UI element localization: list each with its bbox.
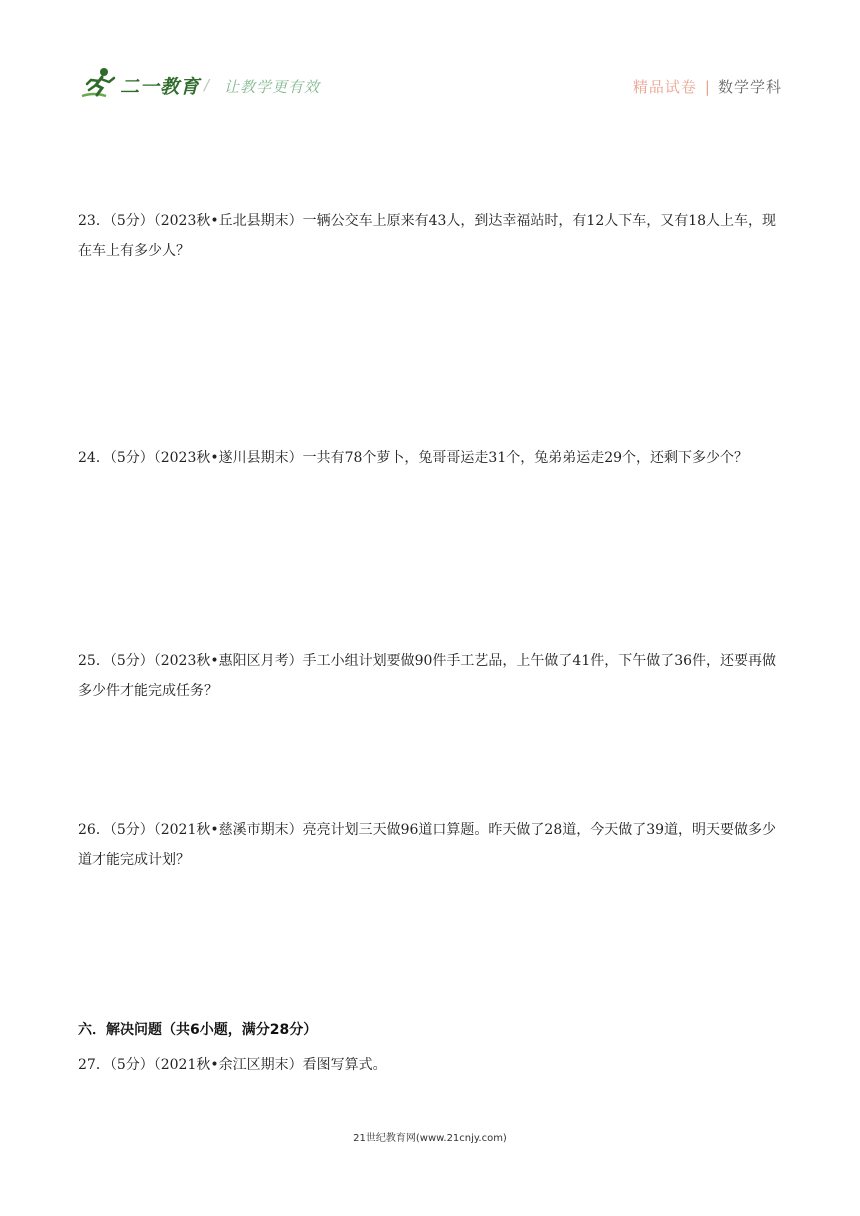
tag-subject: 数学学科 [717, 78, 782, 96]
question-25: 25．（5分）（2023秋•惠阳区月考）手工小组计划要做90件手工艺品，上午做了41件，下午做了36件，还要再做多少件才能完成任务？ [78, 653, 777, 699]
tag-premium-paper: 精品试卷 [632, 78, 697, 96]
question-24: 24．（5分）（2023秋•遂川县期末）一共有78个萝卜，兔哥哥运走31个，兔弟弟运走29个，还剩下多少个？ [78, 450, 749, 466]
header-divider: / [204, 76, 210, 94]
running-man-logo-icon [80, 66, 120, 100]
header-tags [633, 76, 782, 97]
question-26: 26．（5分）（2021秋•慈溪市期末）亮亮计划三天做96道口算题。昨天做了28道，今天做了39道，明天要做多少道才能完成计划？ [78, 822, 777, 868]
brand-name: 二一教育 [120, 76, 201, 98]
tag-separator: | [704, 78, 710, 96]
page-header [0, 0, 860, 110]
question-27: 27．（5分）（2021秋•余江区期末）看图写算式。 [78, 1057, 387, 1073]
page-footer: 21世纪教育网(www.21cnjy.com) [353, 1133, 507, 1144]
section-title: 六．解决问题（共6小题，满分28分） [78, 1022, 318, 1038]
question-23: 23．（5分）（2023秋•丘北县期末）一辆公交车上原来有43人，到达幸福站时，有12人下车，又有18人上车，现在车上有多少人？ [78, 213, 777, 259]
brand-slogan: 让教学更有效 [224, 78, 321, 96]
